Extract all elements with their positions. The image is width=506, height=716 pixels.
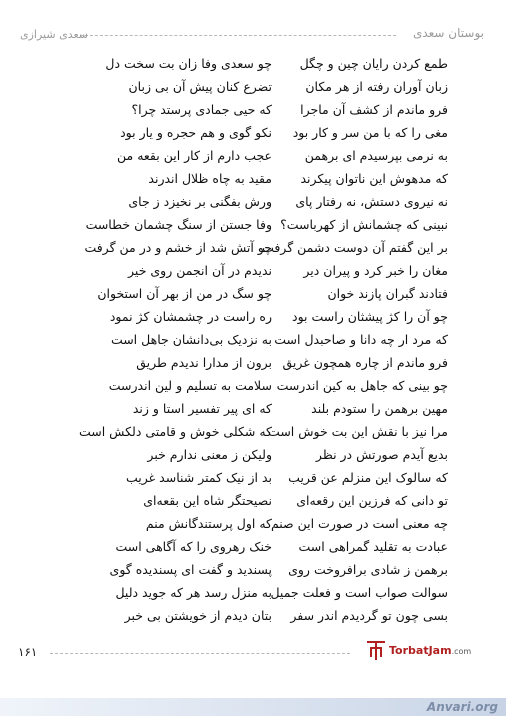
first-hemistich: فتادند گبران پازند خوان [327,286,448,301]
first-hemistich: نه نیروی دستش، نه رفتار پای [295,194,448,209]
first-hemistich: مرا نیز با نقش این بت خوش است [268,424,448,439]
first-hemistich: فرو ماندم از چاره همچون غریق [282,355,448,370]
couplet-row [0,263,506,285]
book-title: بوستان سعدی [412,26,484,40]
page-header [0,0,506,60]
header-divider [80,35,396,36]
couplet-row [0,424,506,446]
couplet-row [0,447,506,469]
first-hemistich: بدیع آیدم صورتش در نظر [315,447,448,462]
first-hemistich: عبادت به تقلید گمراهی است [298,539,448,554]
footer-divider [50,653,350,654]
second-hemistich: به نزدیک بی‌دانشان جاهل است [110,332,272,347]
second-hemistich: وفا جستن از سنگ چشمان خطاست [85,217,272,232]
second-hemistich: ولیکن ز معنی ندارم خبر [147,447,272,462]
couplet-row [0,516,506,538]
first-hemistich: تو دانی که فرزین این رقعه‌ای [296,493,448,508]
watermark-text: Anvari.org [426,700,498,714]
page-number: ۱۶۱ [18,645,38,659]
first-hemistich: چه معنی است در صورت این صنم [270,516,448,531]
couplet-row [0,608,506,630]
first-hemistich: بسی چون تو گردیدم اندر سفر [290,608,448,623]
second-hemistich: بتان دیدم از خویشتن بی خبر [124,608,272,623]
second-hemistich: عجب دارم از کار این بقعه من [117,148,272,163]
author-name: سعدی شیرازی [20,28,88,41]
logo-text: TorbatJam.com [389,644,472,657]
couplet-row [0,125,506,147]
couplet-row [0,470,506,492]
second-hemistich: که حیی جمادی پرستد چرا؟ [131,102,272,117]
second-hemistich: نصیحتگر شاه این بقعه‌ای [143,493,272,508]
couplet-row [0,194,506,216]
first-hemistich: به نرمی بپرسیدم ای برهمن [304,148,448,163]
first-hemistich: زبان آوران رفته از هر مکان [305,79,448,94]
second-hemistich: ره راست در چشمشان کژ نمود [109,309,272,324]
couplet-row [0,332,506,354]
couplet-row [0,378,506,400]
first-hemistich: که سالوک این منزلم عن قریب [288,470,448,485]
couplet-row [0,102,506,124]
couplet-row [0,355,506,377]
first-hemistich: نبینی که چشمانش از کهرباست؟ [280,217,448,232]
second-hemistich: ندیدم در آن انجمن روی خیر [128,263,272,278]
couplet-row [0,309,506,331]
second-hemistich: ورش بفگنی بر نخیزد ز جای [128,194,272,209]
second-hemistich: نکو گوی و هم حجره و یار بود [120,125,272,140]
couplet-row [0,79,506,101]
first-hemistich: چو بینی که جاهل به کین اندرست [276,378,448,393]
second-hemistich: که ای پیر تفسیر استا و زند [132,401,272,416]
first-hemistich: مغی را که با من سر و کار بود [292,125,448,140]
couplet-row [0,240,506,262]
second-hemistich: خنک رهروی را که آگاهی است [115,539,272,554]
first-hemistich: بر این گفتم آن دوست دشمن گرفت [262,240,448,255]
couplet-row [0,217,506,239]
couplet-row [0,562,506,584]
couplet-row [0,171,506,193]
couplet-row [0,286,506,308]
first-hemistich: مهین برهمن را ستودم بلند [311,401,448,416]
second-hemistich: به منزل رسد هر که جوید دلیل [115,585,272,600]
second-hemistich: که شکلی خوش و قامتی دلکش است [78,424,272,439]
first-hemistich: مغان را خبر کرد و پیران دیر [303,263,448,278]
second-hemistich: برون از مدارا ندیدم طریق [136,355,272,370]
couplet-row [0,148,506,170]
couplet-row [0,585,506,607]
first-hemistich: سوالت صواب است و فعلت جمیل [270,585,448,600]
couplet-row [0,401,506,423]
torbatjam-logo-icon [365,638,387,662]
page-footer [0,632,506,716]
first-hemistich: برهمن ز شادی برافروخت روی [288,562,448,577]
couplet-row [0,56,506,78]
first-hemistich: که مدهوش این ناتوان پیکرند [300,171,448,186]
first-hemistich: فرو ماندم از کشف آن ماجرا [300,102,448,117]
first-hemistich: که مرد ار چه دانا و صاحبدل است [274,332,448,347]
second-hemistich: بد از نیک کمتر شناسد غریب [126,470,272,485]
site-logo[interactable] [365,638,472,662]
second-hemistich: سلامت به تسلیم و لین اندرست [108,378,272,393]
couplet-row [0,539,506,561]
first-hemistich: چو آن را کژ پیشثان راست بود [292,309,448,324]
second-hemistich: تضرع کنان پیش آن بی زبان [128,79,272,94]
second-hemistich: چو سگ در من از بهر آن استخوان [97,286,272,301]
watermark-bar [0,698,506,716]
second-hemistich: که اول پرستندگانش منم [145,516,272,531]
second-hemistich: پسندید و گفت ای پسندیده گوی [109,562,272,577]
first-hemistich: طمع کردن رایان چین و چگل [299,56,448,71]
second-hemistich: مقید به چاه ظلال اندرند [148,171,272,186]
second-hemistich: چو آتش شد از خشم و در من گرفت [84,240,272,255]
couplet-row [0,493,506,515]
second-hemistich: چو سعدی وفا زان بت سخت دل [105,56,272,71]
